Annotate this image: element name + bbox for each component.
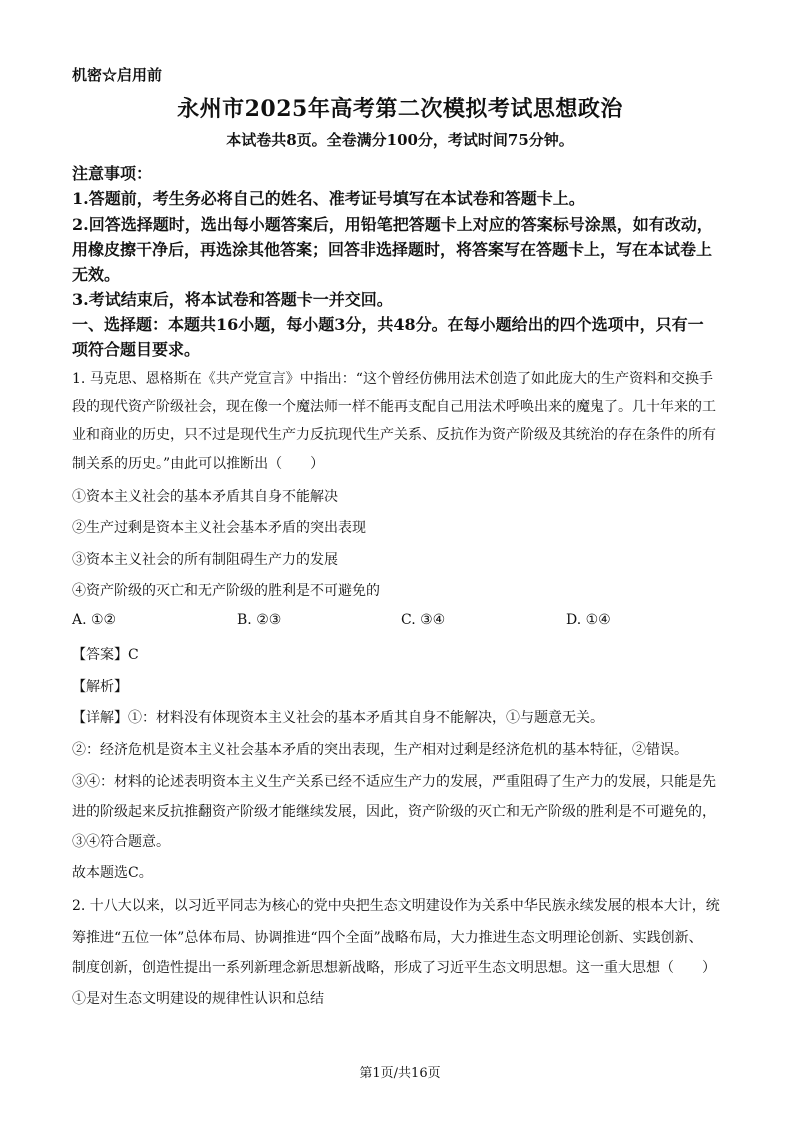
q1-detail-3: ③④：材料的论述表明资本主义生产关系已经不适应生产力的发展，严重阻碍了生产力的发展，只能是先 <box>72 774 716 790</box>
q1-option-a: A. ①② <box>72 612 117 628</box>
q1-option-c: C. ③④ <box>401 612 446 628</box>
page-title: 永州市2025年高考第二次模拟考试思想政治 <box>177 96 623 122</box>
notice-line-4: 无效。 <box>72 265 121 284</box>
q2-stem-2: 筹推进“五位一体”总体布局、协调推进“四个全面”战略布局，大力推进生态文明理论创新、实践创新、 <box>72 930 703 946</box>
q1-detail-2: ②：经济危机是资本主义社会基本矛盾的突出表现，生产相对过剩是经济危机的基本特征，②错误。 <box>72 742 688 758</box>
q1-analysis-label: 【解析】 <box>72 679 128 695</box>
q1-statement-2: ②生产过剩是资本主义社会基本矛盾的突出表现 <box>72 520 366 536</box>
notice-line-3: 用橡皮擦干净后，再选涂其他答案；回答非选择题时，将答案写在答题卡上，写在本试卷上 <box>72 240 713 259</box>
exam-info: 本试卷共8页。全卷满分100分，考试时间75分钟。 <box>226 131 574 149</box>
confidential-label: 机密☆启用前 <box>72 66 163 84</box>
q1-detail-1: 【详解】①：材料没有体现资本主义社会的基本矛盾其自身不能解决，①与题意无关。 <box>72 710 604 726</box>
q1-statement-1: ①资本主义社会的基本矛盾其自身不能解决 <box>72 489 338 505</box>
q2-stem-1: 2. 十八大以来，以习近平同志为核心的党中央把生态文明建设作为关系中华民族永续发展的根本大计，统 <box>72 898 720 914</box>
q1-answer: 【答案】C <box>72 647 139 663</box>
q1-detail-4: 进的阶级起来反抗推翻资产阶级才能继续发展，因此，资产阶级的灭亡和无产阶级的胜利是不可避免的， <box>72 804 716 820</box>
section-heading-2: 项符合题目要求。 <box>72 340 201 359</box>
q1-option-d: D. ①④ <box>566 612 611 628</box>
page-number: 第1页/共16页 <box>359 1066 441 1081</box>
q1-statement-4: ④资产阶级的灭亡和无产阶级的胜利是不可避免的 <box>72 583 380 599</box>
notice-line-2: 2.回答选择题时，选出每小题答案后，用铅笔把答题卡上对应的答案标号涂黑，如有改动， <box>72 215 713 234</box>
q1-conclusion: 故本题选C。 <box>72 865 153 881</box>
q1-statement-3: ③资本主义社会的所有制阻碍生产力的发展 <box>72 552 338 568</box>
notice-line-5: 3.考试结束后，将本试卷和答题卡一并交回。 <box>72 290 393 309</box>
q1-stem-2: 段的现代资产阶级社会，现在像一个魔法师一样不能再支配自己用法术呼唤出来的魔鬼了。几十年来的工 <box>72 399 716 415</box>
q1-option-b: B. ②③ <box>237 612 282 628</box>
q1-detail-5: ③④符合题意。 <box>72 834 170 850</box>
q1-stem-1: 1. 马克思、恩格斯在《共产党宣言》中指出：“这个曾经仿佛用法术创造了如此庞大的生产资料和交换手 <box>72 371 713 387</box>
notice-heading: 注意事项： <box>72 164 153 183</box>
q2-stem-3: 制度创新，创造性提出一系列新理念新思想新战略，形成了习近平生态文明思想。这一重大思想（ ） <box>72 960 716 976</box>
section-heading-1: 一、选择题：本题共16小题，每小题3分，共48分。在每小题给出的四个选项中，只有一 <box>72 315 704 334</box>
notice-line-1: 1.答题前，考生务必将自己的姓名、准考证号填写在本试卷和答题卡上。 <box>72 189 585 208</box>
q2-statement-1: ①是对生态文明建设的规律性认识和总结 <box>72 991 324 1007</box>
q1-stem-4: 制关系的历史。”由此可以推断出（ ） <box>72 456 325 472</box>
q1-stem-3: 业和商业的历史，只不过是现代生产力反抗现代生产关系、反抗作为资产阶级及其统治的存在条件的所有 <box>72 427 716 443</box>
